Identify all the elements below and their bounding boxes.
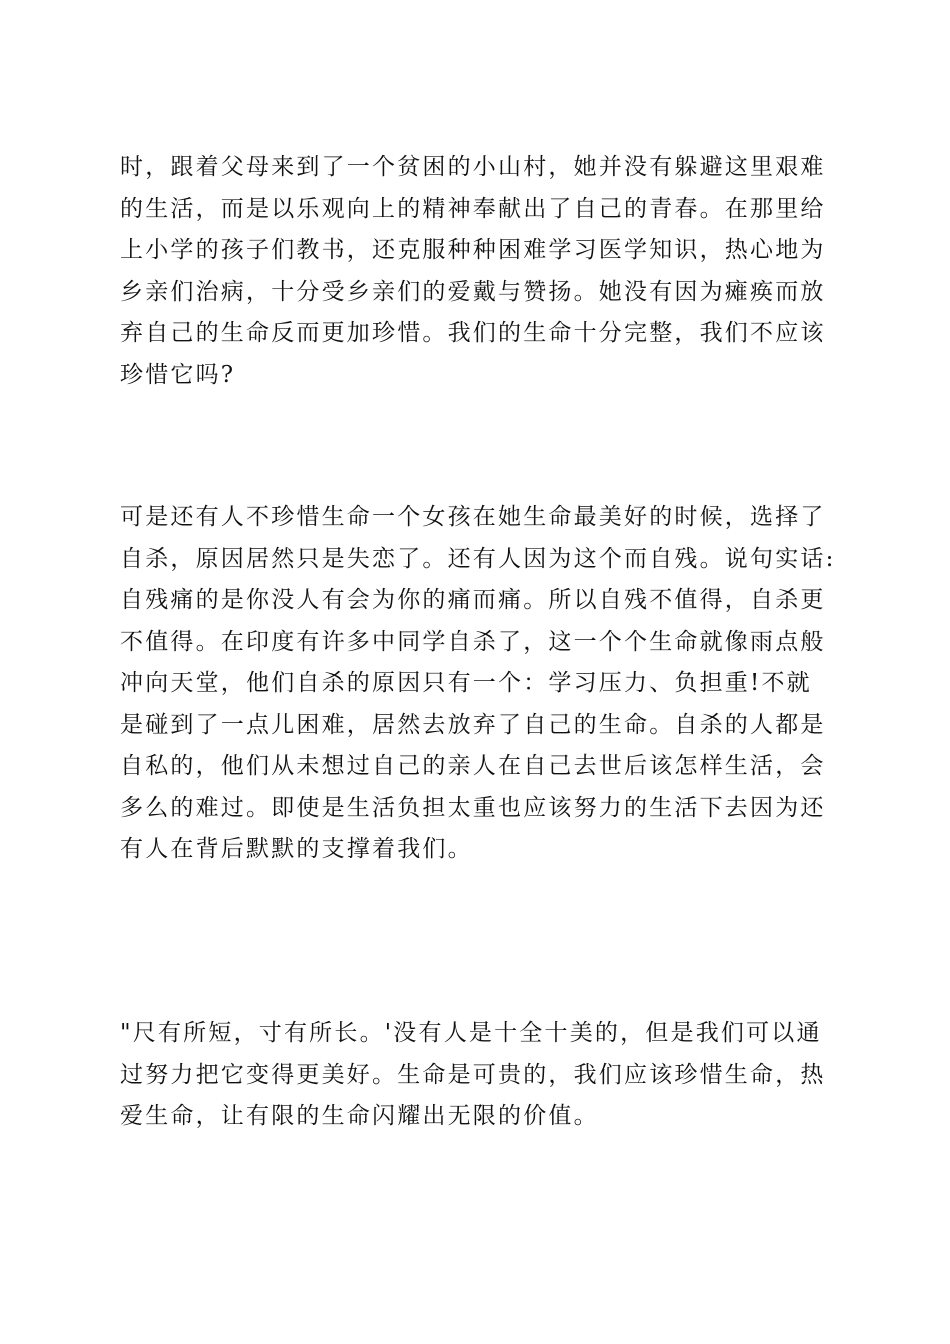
- paragraph-2: [120, 497, 840, 871]
- paragraph-3: [120, 1013, 840, 1138]
- paragraph-line: 自残痛的是你没人有会为你的痛而痛。所以自残不值得，自杀更: [120, 587, 826, 613]
- paragraph-line: 是碰到了一点儿困难，居然去放弃了自己的生命。自杀的人都是: [120, 711, 826, 738]
- paragraph-line: 时，跟着父母来到了一个贫困的小山村，她并没有躲避这里艰难: [120, 154, 826, 180]
- paragraph-line: 上小学的孩子们教书，还克服种种困难学习医学知识，热心地为: [120, 237, 826, 263]
- paragraph-line: 乡亲们治病，十分受乡亲们的爱戴与赞扬。她没有因为瘫痪而放: [120, 278, 826, 305]
- paragraph-line: 有人在背后默默的支撑着我们。: [120, 836, 473, 862]
- paragraph-line: 不值得。在印度有许多中同学自杀了，这一个个生命就像雨点般: [120, 628, 826, 655]
- paragraph-line: 可是还有人不珍惜生命一个女孩在她生命最美好的时候，选择了: [120, 504, 826, 530]
- paragraph-line: 冲向天堂，他们自杀的原因只有一个：学习压力、负担重!不就: [120, 670, 812, 696]
- paragraph-line: 自私的，他们从未想过自己的亲人在自己去世后该怎样生活，会: [120, 753, 826, 779]
- paragraph-line: 弃自己的生命反而更加珍惜。我们的生命十分完整，我们不应该: [120, 320, 826, 346]
- paragraph-line: 爱生命，让有限的生命闪耀出无限的价值。: [120, 1103, 599, 1129]
- paragraph-line: 过努力把它变得更美好。生命是可贵的，我们应该珍惜生命，热: [120, 1061, 826, 1088]
- paragraph-line: 的生活，而是以乐观向上的精神奉献出了自己的青春。在那里给: [120, 195, 826, 222]
- paragraph-line: 珍惜它吗?: [120, 361, 236, 388]
- paragraph-line: 多么的难过。即使是生活负担太重也应该努力的生活下去因为还: [120, 794, 826, 821]
- paragraph-line: "尺有所短，寸有所长。'没有人是十全十美的，但是我们可以通: [120, 1020, 822, 1046]
- paragraph-line: 自杀，原因居然只是失恋了。还有人因为这个而自残。说句实话:: [120, 545, 836, 572]
- paragraph-1: [120, 147, 840, 396]
